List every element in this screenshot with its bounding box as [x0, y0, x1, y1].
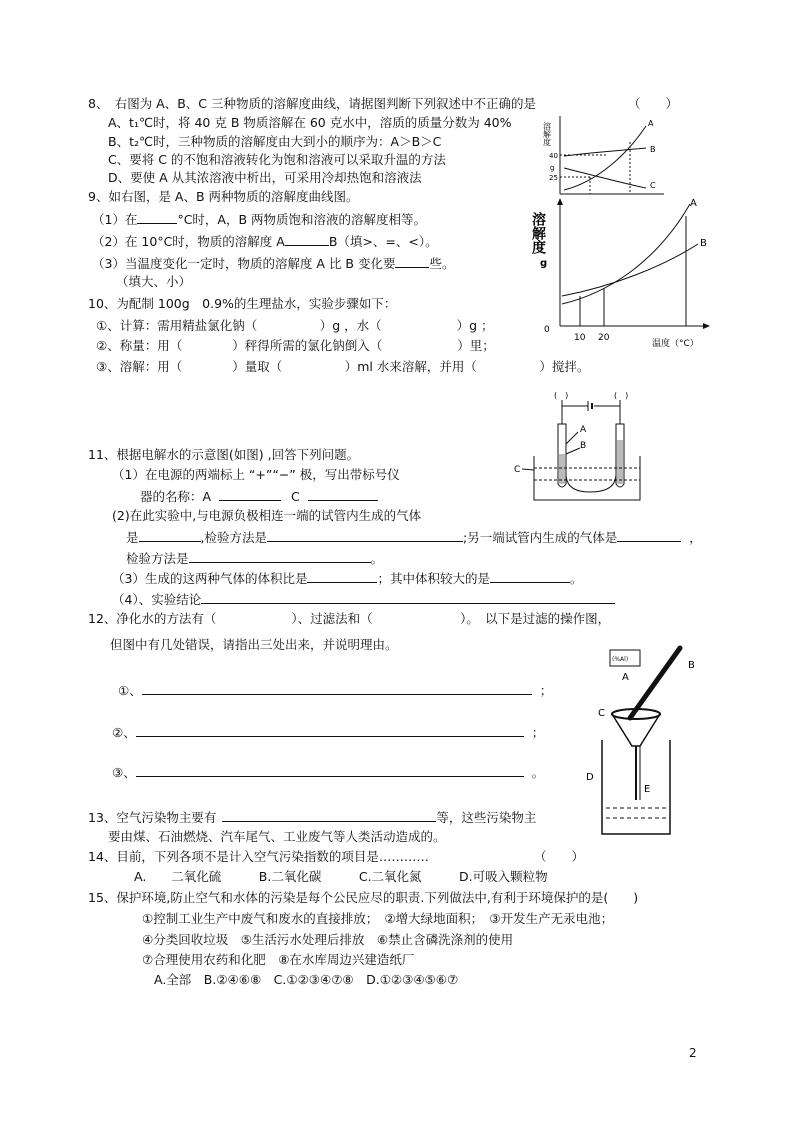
q11-fig-label-a: A: [580, 425, 587, 435]
q8-solubility-figure: [542, 112, 668, 198]
q14-options: A. 二氧化硫 B.二氧化碳 C.二氧化氮 D.可吸入颗粒物: [134, 869, 548, 884]
q11-p2-shi: 是: [126, 530, 139, 545]
q11-label-c-text: C: [291, 489, 300, 504]
q9-x0: 0: [544, 325, 550, 335]
q8-unit: g: [550, 164, 555, 172]
q11-part3: [112, 570, 583, 587]
q9-hint: （填大、小）: [116, 274, 192, 289]
q11-blank-larger[interactable]: [490, 570, 570, 583]
q8-stem: 8、 右图为 A、B、C 三种物质的溶解度曲线，请据图判断下列叙述中不正确的是: [88, 96, 537, 111]
q11-p4-label: （4）、实验结论: [112, 592, 202, 607]
q11-electrolysis-figure: [510, 388, 644, 506]
q12-blank-2[interactable]: [136, 724, 524, 737]
q13-l1-b: 等，这些污染物主: [436, 810, 537, 825]
q8-option-b: B、t₂℃时，三种物质的溶解度由大到小的顺序为：A＞B＞C: [108, 134, 442, 149]
q10-step3: ③、溶解：用（ ）量取（ ）ml 水来溶解，并用（ ）搅拌。: [96, 359, 590, 374]
q11-p3-b: ；其中体积较大的是: [377, 571, 490, 586]
q12-r2-label: ②、: [112, 725, 136, 740]
q12-error-2: [112, 724, 544, 741]
q11-part1-names: [140, 488, 378, 505]
q11-p2-check2: 检验方法是: [126, 551, 189, 566]
q15-line-2: ④分类回收垃圾 ⑤生活污水处理后排放 ⑥禁止含磷洗涤剂的使用: [142, 932, 514, 947]
q11-p2-end: 。: [370, 551, 384, 566]
q8-curve-a: [564, 126, 646, 190]
q12-r2-semi: ；: [531, 725, 545, 740]
q9-curve-b: [562, 244, 698, 296]
q11-p2-other: ;另一端试管内生成的气体是: [463, 530, 618, 545]
q14-stem: 14、目前，下列各项不是计入空气污染指数的项目是…………: [88, 849, 429, 864]
q12-r1-semi: ；: [539, 683, 553, 698]
q9-xlabel: 温度（°C）: [652, 339, 699, 349]
q11-blank-c[interactable]: [308, 488, 378, 501]
q11-blank-gas2[interactable]: [617, 529, 681, 542]
q8-option-a: A、t₁℃时，将 40 克 B 物质溶解在 60 克水中，溶质的质量分数为 40%: [108, 115, 512, 130]
q13-l1-a: 13、空气污染物主要有: [88, 810, 217, 825]
q11-pole-right: ( ): [614, 391, 629, 400]
q8-label-c: C: [650, 181, 656, 190]
q11-part2-line2: [126, 529, 702, 546]
q11-p2-comma: ，: [689, 530, 702, 545]
q11-blank-check1[interactable]: [267, 529, 463, 542]
q15-stem: 15、保护环境,防止空气和水体的污染是每个公民应尽的职责.下列做法中,有利于环境保护的是( ): [88, 890, 639, 905]
q11-part2-line3: [126, 550, 383, 567]
q9-unit: g: [540, 258, 548, 269]
q9-part1-a: （1）在: [92, 212, 138, 227]
q11-stem: 11、根据电解水的示意图(如图) ,回答下列问题。: [88, 447, 360, 462]
q9-curve-a: [562, 204, 690, 304]
q13-line-1: [88, 809, 536, 826]
q9-x10: 10: [574, 333, 586, 343]
q11-part1: （1）在电源的两端标上 “+”“−” 极，写出带标号仪: [112, 467, 400, 482]
q12-filtration-figure: [580, 640, 710, 840]
q11-blank-conclusion[interactable]: [201, 591, 615, 604]
q15-line-1: ①控制工业生产中废气和废水的直接排放； ②增大绿地面积； ③开发生产无汞电池；: [142, 911, 614, 926]
q11-pole-left: ( ): [554, 391, 569, 400]
q9-ylabel: 溶解度: [530, 212, 546, 254]
svg-text:(%Al): (%Al): [612, 656, 629, 663]
q9-part3: [92, 255, 455, 272]
q12-error-1: [118, 682, 552, 699]
q12-r3-label: ③、: [112, 765, 136, 780]
q12-blank-1[interactable]: [142, 682, 532, 695]
q8-label-a: A: [648, 119, 654, 128]
q8-tick-25: 25: [549, 174, 558, 182]
q9-part2: [92, 233, 438, 250]
q11-blank-gas1[interactable]: [139, 529, 201, 542]
q14-answer-paren: （ ）: [534, 849, 585, 864]
q9-part1: [92, 211, 426, 228]
q9-part3-b: 些。: [429, 256, 455, 271]
q12-error-3: [112, 764, 544, 781]
q9-part2-b: B（填>、=、<）。: [328, 234, 438, 249]
q13-line-2: 要由煤、石油燃烧、汽车尾气、工业废气等人类活动造成的。: [108, 829, 446, 844]
q8-tick-40: 40: [549, 152, 558, 160]
q9-part1-b: °C时，A，B 两物质饱和溶液的溶解度相等。: [177, 212, 427, 227]
q11-label-a-text: 器的名称：A: [140, 489, 212, 504]
q8-answer-paren: （ ）: [628, 96, 679, 111]
q12-fig-label-e: E: [644, 784, 651, 795]
q15-line-3: ⑦合理使用农药和化肥 ⑧在水库周边兴建造纸厂: [142, 952, 415, 967]
q12-blank-3[interactable]: [136, 764, 524, 777]
q11-blank-ratio[interactable]: [307, 570, 377, 583]
q11-p3-a: （3）生成的这两种气体的体积比是: [112, 571, 308, 586]
q9-label-b: B: [700, 238, 707, 249]
q10-stem: 10、为配制 100g 0.9%的生理盐水，实验步骤如下：: [88, 296, 397, 311]
q9-x20: 20: [598, 333, 610, 343]
q13-blank[interactable]: [222, 809, 436, 822]
q9-blank-2[interactable]: [285, 233, 329, 246]
q12-r3-end: 。: [531, 765, 545, 780]
q11-p3-c: 。: [569, 571, 583, 586]
q9-stem: 9、如右图，是 A、B 两种物质的溶解度曲线图。: [88, 189, 359, 204]
q11-fig-label-b: B: [580, 441, 587, 451]
q12-fig-label-b: B: [688, 660, 695, 671]
q9-part2-a: （2）在 10°C时，物质的溶解度 A: [92, 234, 285, 249]
q12-fig-label-a: A: [622, 672, 629, 683]
q11-part2: (2)在此实验中,与电源负极相连一端的试管内生成的气体: [112, 508, 422, 523]
q8-option-d: D、要使 A 从其浓溶液中析出，可采用冷却热饱和溶液法: [108, 170, 422, 185]
q8-option-c: C、要将 C 的不饱和溶液转化为饱和溶液可以采取升温的方法: [108, 152, 446, 167]
q10-step2: ②、称量：用（ ）秤得所需的氯化钠倒入（ ）里；: [96, 338, 495, 353]
q11-blank-a[interactable]: [219, 488, 281, 501]
q9-part3-a: （3）当温度变化一定时，物质的溶解度 A 比 B 变化要: [92, 256, 396, 271]
q11-part4: [112, 591, 615, 608]
q8-ylabel: 溶解度: [542, 122, 552, 146]
q10-step1: ①、计算：需用精盐氯化钠（ ）g ，水（ ）g ；: [96, 318, 494, 333]
q11-blank-check2[interactable]: [189, 550, 371, 563]
q11-fig-label-c: C: [514, 465, 521, 475]
q11-p2-check: ,检验方法是: [200, 530, 267, 545]
q12-stem: 12、净化水的方法有（ ）、过滤法和（ ）。 以下是过滤的操作图，: [88, 611, 611, 626]
q12-stem-2: 但图中有几处错误，请指出三处出来，并说明理由。: [110, 637, 398, 652]
q12-r1-label: ①、: [118, 683, 142, 698]
q12-fig-label-d: D: [586, 772, 594, 783]
q9-blank-3[interactable]: [395, 255, 429, 268]
q15-options: A.全部 B.②④⑥⑧ C.①②③④⑦⑧ D.①②③④⑤⑥⑦: [154, 972, 459, 987]
q12-fig-label-c: C: [598, 708, 605, 719]
page-number: 2: [689, 1046, 697, 1060]
q9-label-a: A: [690, 198, 697, 209]
q8-label-b: B: [650, 145, 656, 154]
q9-solubility-figure: [530, 196, 714, 352]
q8-curve-c: [564, 168, 646, 188]
q9-blank-1[interactable]: [137, 211, 177, 224]
